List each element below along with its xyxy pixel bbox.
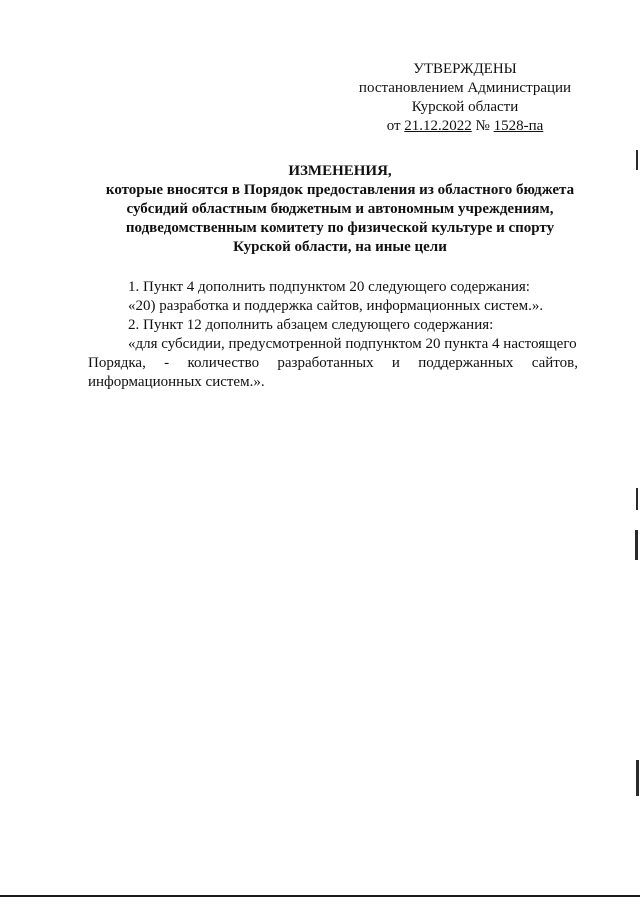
word: поддержанных bbox=[418, 355, 514, 371]
document-body bbox=[88, 278, 578, 392]
approval-block bbox=[340, 60, 590, 136]
paragraph-4-line-2 bbox=[88, 354, 578, 373]
title-heading: ИЗМЕНЕНИЯ, bbox=[288, 163, 392, 179]
word: Порядка, bbox=[88, 355, 146, 371]
word: сайтов, bbox=[531, 355, 578, 371]
scan-bottom-edge bbox=[0, 895, 640, 897]
paragraph-3: 2. Пункт 12 дополнить абзацем следующего содержания: bbox=[128, 317, 494, 333]
title-line-4: Курской области, на иные цели bbox=[233, 239, 447, 255]
approval-date-line bbox=[340, 117, 590, 136]
word: - bbox=[164, 355, 170, 371]
approval-date: 21.12.2022 bbox=[404, 118, 472, 134]
word: и bbox=[391, 355, 400, 371]
title-line-2: субсидий областным бюджетным и автономным учреждениям, bbox=[126, 201, 554, 217]
approval-region: Курской области bbox=[411, 99, 519, 115]
approval-issuer: постановлением Администрации bbox=[358, 80, 572, 96]
scan-artifact bbox=[635, 530, 638, 560]
approval-heading: УТВЕРЖДЕНЫ bbox=[413, 61, 517, 77]
title-line-3: подведомственным комитету по физической культуре и спорту bbox=[125, 220, 555, 236]
word: количество bbox=[187, 355, 260, 371]
paragraph-1: 1. Пункт 4 дополнить подпунктом 20 следующего содержания: bbox=[128, 279, 530, 295]
approval-number: 1528-па bbox=[493, 118, 544, 134]
scan-artifact bbox=[636, 760, 639, 796]
scan-artifact bbox=[636, 488, 638, 510]
date-prefix: от bbox=[386, 118, 405, 134]
document-title bbox=[60, 162, 620, 257]
title-line-1: которые вносятся в Порядок предоставления из областного бюджета bbox=[105, 182, 575, 198]
paragraph-2: «20) разработка и поддержка сайтов, информационных систем.». bbox=[128, 298, 544, 314]
paragraph-4-line-3: информационных систем.». bbox=[88, 374, 265, 390]
paragraph-4-line-1: «для субсидии, предусмотренной подпунктом 20 пункта 4 настоящего bbox=[128, 336, 577, 352]
word: разработанных bbox=[277, 355, 374, 371]
number-sign: № bbox=[471, 118, 494, 134]
scan-artifact bbox=[636, 150, 638, 170]
